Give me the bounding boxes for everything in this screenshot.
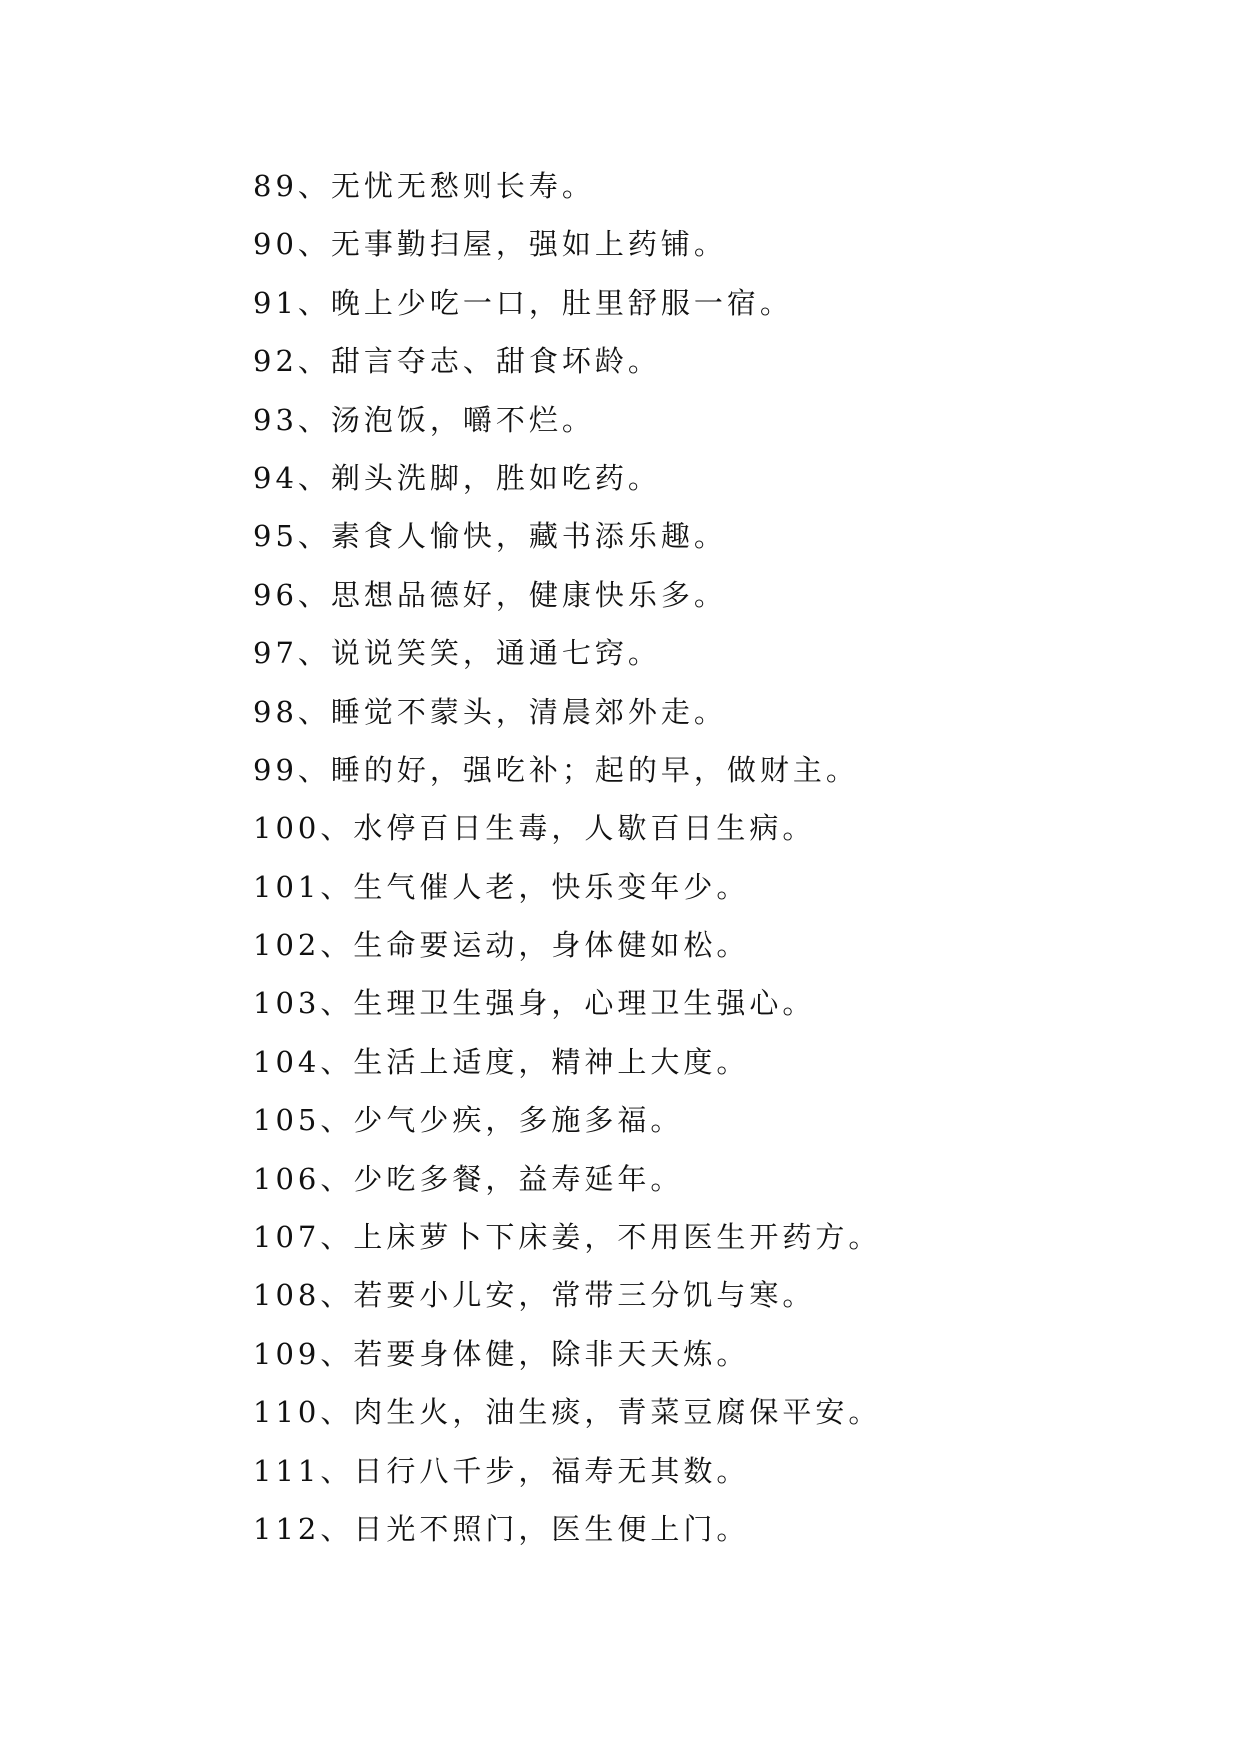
proverb-line: 106、少吃多餐，益寿延年。 [253,1161,684,1196]
proverb-line: 97、说说笑笑，通通七窍。 [253,636,661,671]
proverb-line: 103、生理卫生强身，心理卫生强心。 [253,986,816,1021]
proverb-line: 111、日行八千步，福寿无其数。 [253,1453,750,1488]
proverb-line: 89、无忧无愁则长寿。 [253,169,595,203]
proverb-line: 109、若要身体健，除非天天炼。 [253,1336,750,1371]
proverb-line: 108、若要小儿安，常带三分饥与寒。 [253,1278,816,1313]
proverb-line: 98、睡觉不蒙头，清晨郊外走。 [253,694,727,729]
proverb-line: 99、睡的好，强吃补；起的早，做财主。 [253,752,859,787]
proverb-line: 100、水停百日生毒，人歇百日生病。 [253,811,816,846]
proverb-line: 101、生气催人老，快乐变年少。 [253,869,750,904]
proverb-line: 94、剃头洗脚，胜如吃药。 [253,460,661,495]
proverb-line: 110、肉生火，油生痰，青菜豆腐保平安。 [253,1395,882,1430]
proverb-line: 112、日光不照门，医生便上门。 [253,1511,750,1546]
proverb-line: 90、无事勤扫屋，强如上药铺。 [253,227,727,262]
proverb-list [253,157,881,1558]
proverb-line: 93、汤泡饭，嚼不烂。 [253,402,595,437]
proverb-line: 92、甜言夺志、甜食坏龄。 [253,344,661,379]
proverb-line: 96、思想品德好，健康快乐多。 [253,577,727,612]
proverb-line: 102、生命要运动，身体健如松。 [253,928,750,963]
proverb-line: 107、上床萝卜下床姜，不用医生开药方。 [253,1220,882,1255]
proverb-line: 104、生活上适度，精神上大度。 [253,1044,750,1079]
proverb-line: 91、晚上少吃一口，肚里舒服一宿。 [253,285,793,320]
proverb-line: 105、少气少疾，多施多福。 [253,1103,684,1138]
proverb-line: 95、素食人愉快，藏书添乐趣。 [253,519,727,554]
